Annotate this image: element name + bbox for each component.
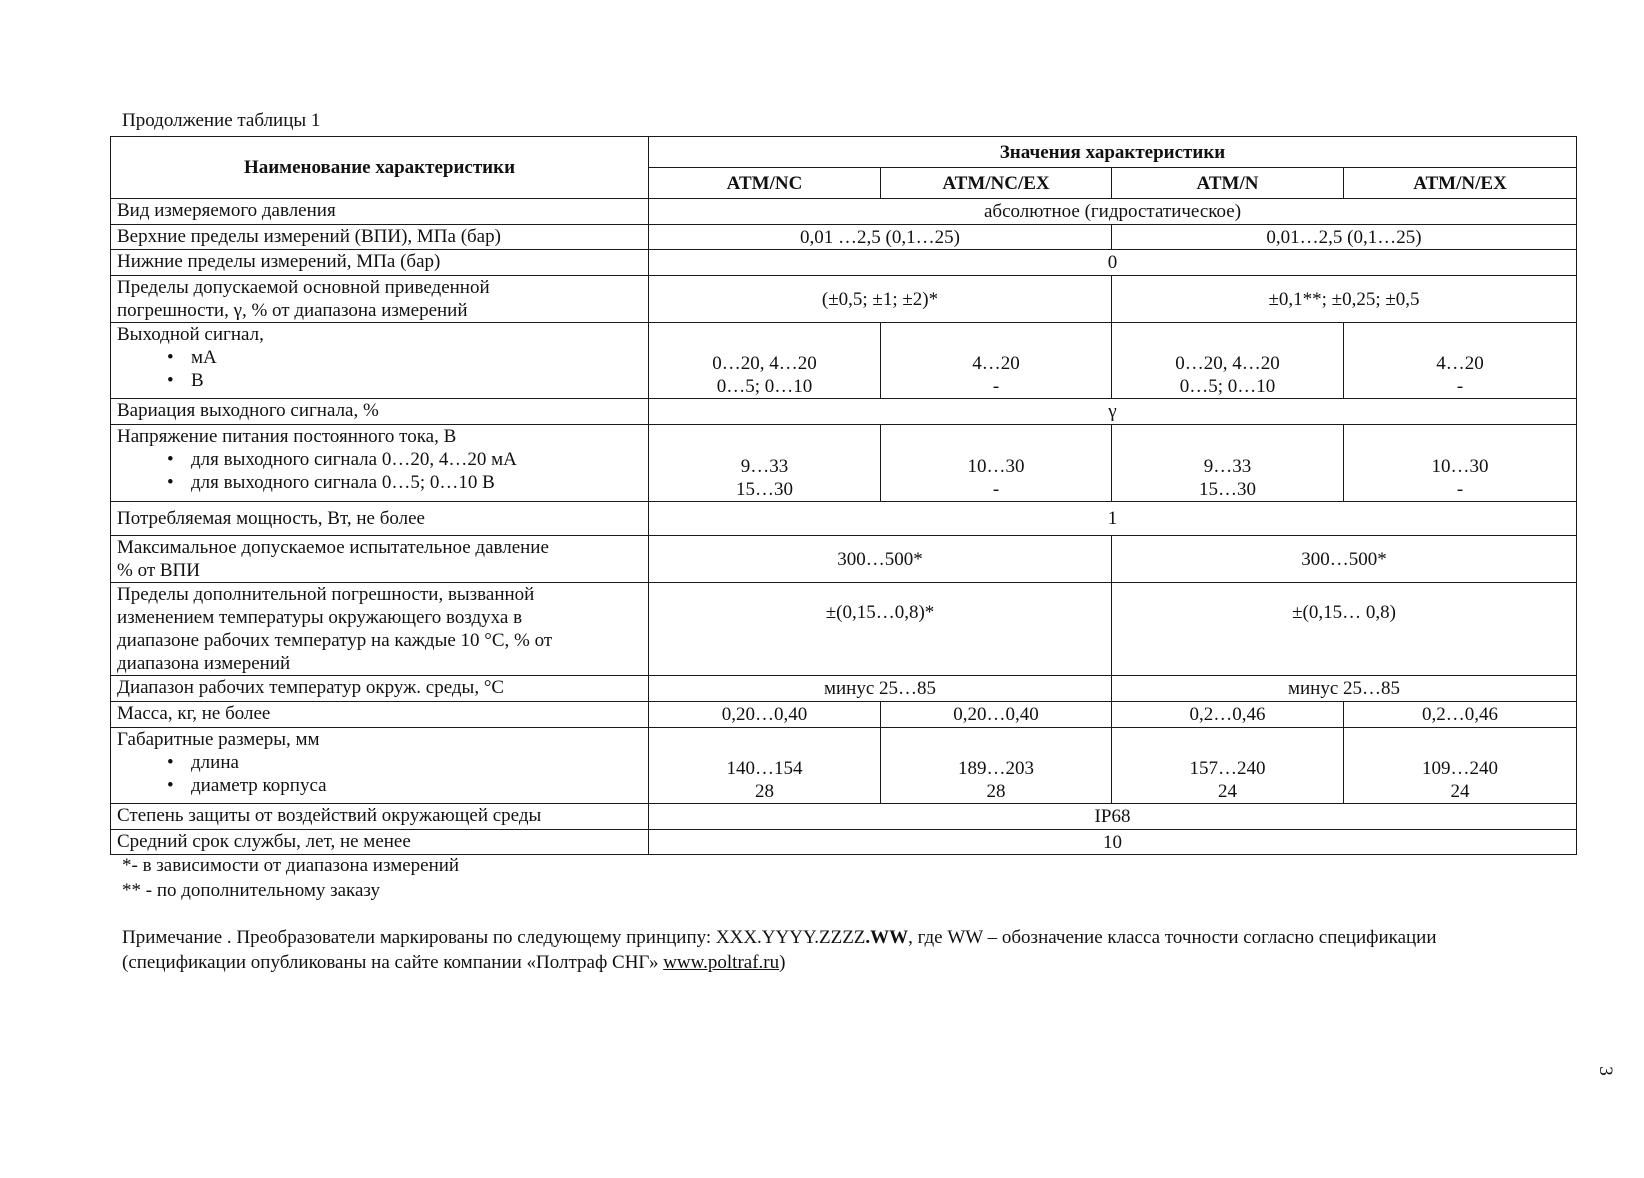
table-row xyxy=(111,728,1577,804)
row-value-n: минус 25…85 xyxy=(1112,676,1577,702)
bullet-text: длина xyxy=(191,752,239,773)
header-model-atm-nc: ATM/NC xyxy=(649,168,881,199)
row-label: Диапазон рабочих температур окруж. среды, °С xyxy=(111,676,649,702)
value-line: - xyxy=(992,479,1000,500)
header-model-atm-n: ATM/N xyxy=(1112,168,1344,199)
row-label: Нижние пределы измерений, МПа (бар) xyxy=(111,250,649,276)
table-row xyxy=(111,676,1577,702)
row-value-n: 300…500* xyxy=(1112,536,1577,583)
remark-bold-code: .WW xyxy=(865,927,909,948)
website-link[interactable]: www.poltraf.ru xyxy=(663,952,780,973)
table-caption: Продолжение таблицы 1 xyxy=(122,110,321,131)
table-row xyxy=(111,425,1577,502)
value-line: 9…33 xyxy=(740,456,789,477)
row-value-atm-n-ex xyxy=(1344,425,1577,502)
row-value-atm-n xyxy=(1112,728,1344,804)
row-value-n: 0,01…2,5 (0,1…25) xyxy=(1112,225,1577,250)
row-label: Масса, кг, не более xyxy=(111,702,649,728)
bullet-text: В xyxy=(191,370,204,391)
value-line: 10…30 xyxy=(1431,456,1489,477)
value-line: 0…20, 4…20 xyxy=(1175,353,1280,374)
footnote-single-asterisk: *- в зависимости от диапазона измерений xyxy=(122,855,460,876)
header-model-atm-nc-ex: ATM/NC/EX xyxy=(881,168,1112,199)
row-value-nc: (±0,5; ±1; ±2)* xyxy=(649,276,1112,323)
row-value-atm-nc-ex xyxy=(881,728,1112,804)
header-model-atm-n-ex: ATM/N/EX xyxy=(1344,168,1577,199)
value-line: 4…20 xyxy=(972,353,1020,374)
row-label xyxy=(111,323,649,399)
value-line: 0…5; 0…10 xyxy=(716,376,813,397)
table-row xyxy=(111,199,1577,225)
bullet-item xyxy=(117,369,642,392)
row-label xyxy=(111,583,649,676)
table-row xyxy=(111,830,1577,855)
row-label xyxy=(111,728,649,804)
value-line: 24 xyxy=(1218,781,1237,802)
row-value-atm-n xyxy=(1112,323,1344,399)
row-value-atm-nc xyxy=(649,425,881,502)
value-line: 140…154 xyxy=(726,758,803,779)
row-label: Вид измеряемого давления xyxy=(111,199,649,225)
row-label: Степень защиты от воздействий окружающей среды xyxy=(111,804,649,830)
row-value-atm-n xyxy=(1112,425,1344,502)
row-value-atm-n-ex xyxy=(1344,728,1577,804)
table-row xyxy=(111,225,1577,250)
bullet-text: для выходного сигнала 0…5; 0…10 В xyxy=(191,472,495,493)
value-line: 24 xyxy=(1450,781,1470,802)
table-row xyxy=(111,536,1577,583)
value-line: 15…30 xyxy=(736,479,793,500)
row-value-atm-nc xyxy=(649,323,881,399)
row-label-line: Напряжение питания постоянного тока, В xyxy=(117,426,457,447)
row-value-atm-nc-ex: 0,20…0,40 xyxy=(881,702,1112,728)
row-label-line: Максимальное допускаемое испытательное давление xyxy=(117,537,549,558)
row-label-line: % от ВПИ xyxy=(117,560,200,581)
row-label xyxy=(111,425,649,502)
row-label-line: изменением температуры окружающего воздуха в xyxy=(117,607,523,628)
row-value: 10 xyxy=(649,830,1577,855)
bullet-text: для выходного сигнала 0…20, 4…20 мА xyxy=(191,449,517,470)
row-label-line: Габаритные размеры, мм xyxy=(117,729,320,750)
row-value-atm-nc-ex xyxy=(881,425,1112,502)
value-line: 10…30 xyxy=(967,456,1025,477)
value-line: - xyxy=(1456,376,1464,397)
value-line: 157…240 xyxy=(1189,758,1266,779)
row-label-line: диапазоне рабочих температур на каждые 10 °С, % от xyxy=(117,630,553,651)
row-label-line: диапазона измерений xyxy=(117,653,291,674)
bullet-item xyxy=(117,448,642,471)
row-value: γ xyxy=(649,399,1577,425)
row-label-line: Пределы дополнительной погрешности, вызванной xyxy=(117,584,535,605)
remark-text: , где WW – обозначение класса точности согласно спецификации (спецификации опубликованы на сайте компании «Полтраф СНГ» xyxy=(122,927,1437,973)
row-value-nc: 0,01 …2,5 (0,1…25) xyxy=(649,225,1112,250)
value-line: 28 xyxy=(755,781,774,802)
table-row xyxy=(111,250,1577,276)
row-value-nc: минус 25…85 xyxy=(649,676,1112,702)
row-value: 1 xyxy=(649,502,1577,536)
page-number: 3 xyxy=(1594,1066,1616,1076)
footnotes xyxy=(122,853,459,903)
row-label: Верхние пределы измерений (ВПИ), МПа (бар) xyxy=(111,225,649,250)
header-values-group: Значения характеристики xyxy=(649,137,1577,168)
footnote-double-asterisk: ** - по дополнительному заказу xyxy=(122,880,381,901)
table-row xyxy=(111,702,1577,728)
row-value-atm-nc xyxy=(649,728,881,804)
row-value-n: ±0,1**; ±0,25; ±0,5 xyxy=(1112,276,1577,323)
row-value-atm-n: 0,2…0,46 xyxy=(1112,702,1344,728)
value-line: 4…20 xyxy=(1436,353,1484,374)
row-label: Средний срок службы, лет, не менее xyxy=(111,830,649,855)
row-value-n: ±(0,15… 0,8) xyxy=(1112,583,1577,676)
bullet-item xyxy=(117,471,642,494)
bullet-item xyxy=(117,774,642,797)
value-line: - xyxy=(992,376,1000,397)
header-row xyxy=(111,137,1577,168)
row-label xyxy=(111,276,649,323)
row-value-atm-nc: 0,20…0,40 xyxy=(649,702,881,728)
row-label-line: погрешности, γ, % от диапазона измерений xyxy=(117,300,468,321)
remark-text: Примечание . Преобразователи маркированы по следующему принципу: XXX.YYYY.ZZZZ xyxy=(122,927,866,948)
specifications-table xyxy=(110,136,1577,855)
row-label: Потребляемая мощность, Вт, не более xyxy=(111,502,649,536)
table-row xyxy=(111,399,1577,425)
row-value-atm-n-ex: 0,2…0,46 xyxy=(1344,702,1577,728)
row-value: IP68 xyxy=(649,804,1577,830)
row-label-line: Выходной сигнал, xyxy=(117,324,264,345)
header-name-column: Наименование характеристики xyxy=(111,137,649,199)
table-row xyxy=(111,276,1577,323)
table-row xyxy=(111,502,1577,536)
value-line: 9…33 xyxy=(1203,456,1252,477)
bullet-item xyxy=(117,751,642,774)
row-label xyxy=(111,536,649,583)
bullet-text: мА xyxy=(191,347,217,368)
value-line: 0…5; 0…10 xyxy=(1179,376,1276,397)
row-value: абсолютное (гидростатическое) xyxy=(649,199,1577,225)
row-value-atm-n-ex xyxy=(1344,323,1577,399)
value-line: 0…20, 4…20 xyxy=(712,353,817,374)
value-line: 28 xyxy=(986,781,1006,802)
row-label-line: Пределы допускаемой основной приведенной xyxy=(117,277,490,298)
bullet-item xyxy=(117,346,642,369)
remark-paragraph xyxy=(122,925,1562,975)
row-label: Вариация выходного сигнала, % xyxy=(111,399,649,425)
table-row xyxy=(111,323,1577,399)
value-line: 109…240 xyxy=(1422,758,1498,779)
bullet-text: диаметр корпуса xyxy=(191,775,327,796)
value-line: 189…203 xyxy=(958,758,1034,779)
value-line: 15…30 xyxy=(1199,479,1256,500)
table-row xyxy=(111,804,1577,830)
row-value-nc: ±(0,15…0,8)* xyxy=(649,583,1112,676)
row-value: 0 xyxy=(649,250,1577,276)
row-value-atm-nc-ex xyxy=(881,323,1112,399)
value-line: - xyxy=(1456,479,1464,500)
row-value-nc: 300…500* xyxy=(649,536,1112,583)
table-row xyxy=(111,583,1577,676)
remark-text: ) xyxy=(779,952,786,973)
